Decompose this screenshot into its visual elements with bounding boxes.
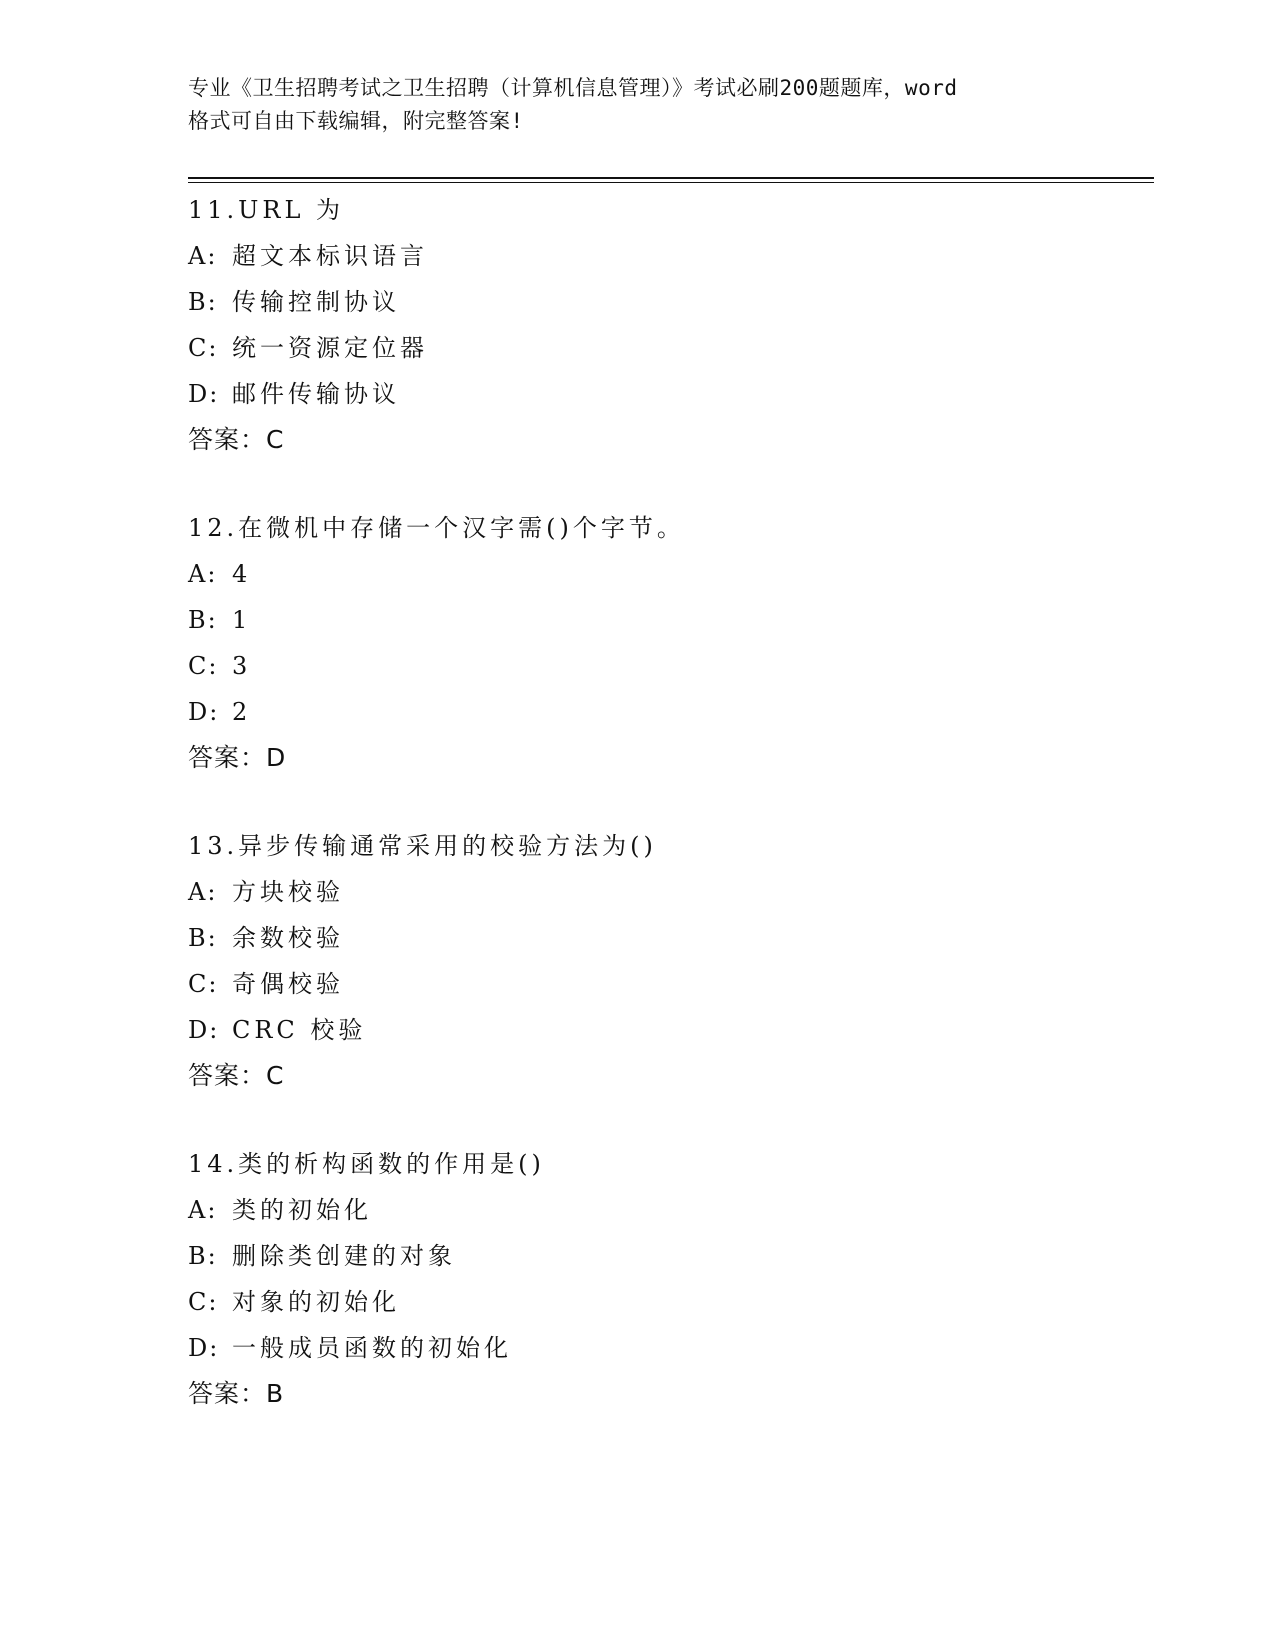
option-key: C:	[188, 970, 219, 998]
option-key: D:	[188, 1016, 220, 1044]
question-stem: 14.类的析构函数的作用是()	[188, 1150, 545, 1178]
option-key: B:	[188, 924, 218, 952]
option-key: A:	[188, 1196, 218, 1224]
option-c	[188, 643, 1148, 689]
option-d	[188, 1007, 1148, 1053]
option-c	[188, 1279, 1148, 1325]
header-divider-thick	[188, 177, 1154, 179]
option-a	[188, 233, 1148, 279]
header-line-2: 格式可自由下载编辑，附完整答案!	[188, 109, 524, 133]
option-key: A:	[188, 560, 218, 588]
option-text: 对象的初始化	[232, 1288, 400, 1316]
option-a	[188, 869, 1148, 915]
option-c	[188, 325, 1148, 371]
option-b	[188, 597, 1148, 643]
option-c	[188, 961, 1148, 1007]
option-d	[188, 689, 1148, 735]
answer: 答案：C	[188, 1061, 285, 1090]
option-key: D:	[188, 380, 220, 408]
option-a	[188, 1187, 1148, 1233]
option-d	[188, 1325, 1148, 1371]
option-text: 余数校验	[232, 924, 344, 952]
option-d	[188, 371, 1148, 417]
option-key: B:	[188, 1242, 218, 1270]
option-text: 超文本标识语言	[232, 242, 428, 270]
option-key: B:	[188, 606, 218, 634]
document-header	[188, 72, 1088, 138]
option-key: C:	[188, 652, 219, 680]
option-key: C:	[188, 1288, 219, 1316]
answer: 答案：D	[188, 743, 287, 772]
question-13	[188, 823, 1148, 1099]
option-text: 3	[232, 652, 252, 680]
option-text: 删除类创建的对象	[232, 1242, 456, 1270]
option-key: D:	[188, 1334, 220, 1362]
question-stem: 12.在微机中存储一个汉字需()个字节。	[188, 514, 685, 542]
option-text: 类的初始化	[232, 1196, 372, 1224]
header-line-1: 专业《卫生招聘考试之卫生招聘（计算机信息管理）》考试必刷200题题库，word	[188, 76, 958, 100]
option-text: 1	[232, 606, 252, 634]
option-text: 传输控制协议	[232, 288, 400, 316]
answer: 答案：B	[188, 1379, 285, 1408]
header-divider-thin	[188, 182, 1154, 183]
option-text: 2	[232, 698, 252, 726]
option-key: C:	[188, 334, 219, 362]
option-key: A:	[188, 878, 218, 906]
option-a	[188, 551, 1148, 597]
option-key: D:	[188, 698, 220, 726]
answer: 答案：C	[188, 425, 285, 454]
option-text: CRC 校验	[232, 1016, 367, 1044]
question-14	[188, 1141, 1148, 1417]
question-stem: 11.URL 为	[188, 196, 345, 224]
option-key: A:	[188, 242, 218, 270]
option-text: 一般成员函数的初始化	[232, 1334, 512, 1362]
option-b	[188, 279, 1148, 325]
option-text: 奇偶校验	[232, 970, 344, 998]
question-12	[188, 505, 1148, 781]
option-text: 统一资源定位器	[232, 334, 428, 362]
option-key: B:	[188, 288, 218, 316]
question-stem: 13.异步传输通常采用的校验方法为()	[188, 832, 657, 860]
question-11	[188, 187, 1148, 463]
option-b	[188, 1233, 1148, 1279]
option-text: 方块校验	[232, 878, 344, 906]
option-b	[188, 915, 1148, 961]
option-text: 4	[232, 560, 252, 588]
option-text: 邮件传输协议	[232, 380, 400, 408]
